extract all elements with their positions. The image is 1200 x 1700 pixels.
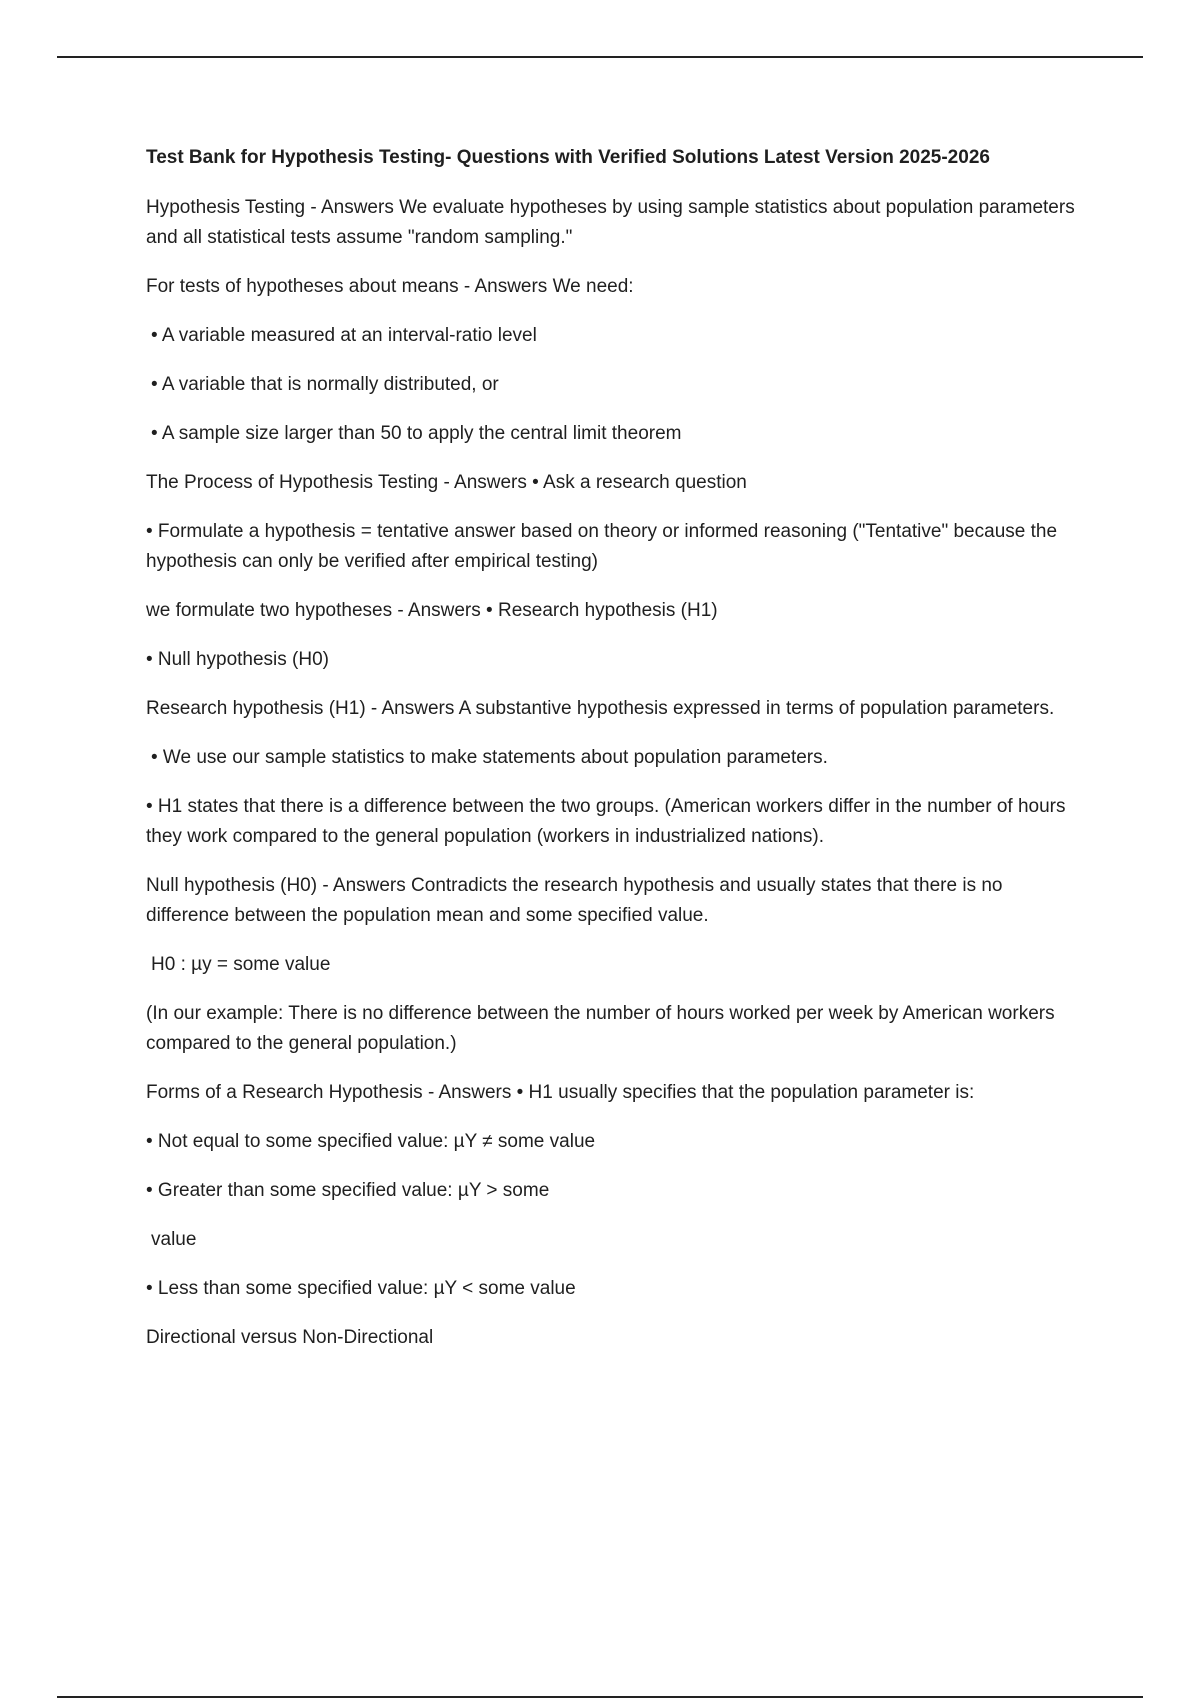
paragraph-two-hypotheses: we formulate two hypotheses - Answers • Research hypothesis (H1) (146, 600, 718, 621)
bullet-h1-states: • H1 states that there is a difference between the two groups. (American workers differ in the number of hours they work compared to the general population (workers in industrialized nations). (146, 796, 1066, 847)
document-title: Test Bank for Hypothesis Testing- Questions with Verified Solutions Latest Version 2025-2026 (146, 147, 990, 168)
paragraph-research-hypothesis: Research hypothesis (H1) - Answers A substantive hypothesis expressed in terms of population parameters. (146, 698, 1055, 719)
bullet-normally-distributed: • A variable that is normally distributed, or (151, 374, 499, 395)
paragraph-null-hypothesis: Null hypothesis (H0) - Answers Contradicts the research hypothesis and usually states that there is no difference between the population mean and some specified value. (146, 875, 1003, 926)
bullet-greater-than: • Greater than some specified value: µY > some (146, 1180, 550, 1201)
formula-h0: H0 : µy = some value (151, 954, 331, 975)
bullet-interval-ratio: • A variable measured at an interval-ratio level (151, 325, 537, 346)
document-body (146, 143, 1086, 1372)
bullet-not-equal: • Not equal to some specified value: µY ≠ some value (146, 1131, 596, 1152)
paragraph-tests-about-means: For tests of hypotheses about means - Answers We need: (146, 276, 634, 297)
paragraph-directional: Directional versus Non-Directional (146, 1327, 434, 1348)
paragraph-example: (In our example: There is no difference between the number of hours worked per week by American workers compared to the general population.) (146, 1003, 1055, 1054)
text-value: value (151, 1229, 197, 1250)
bullet-formulate-hypothesis: • Formulate a hypothesis = tentative answer based on theory or informed reasoning ("Tentative" because the hypothesis can only be verified after empirical testing) (146, 521, 1058, 572)
paragraph-process: The Process of Hypothesis Testing - Answers • Ask a research question (146, 472, 747, 493)
bullet-sample-size: • A sample size larger than 50 to apply the central limit theorem (151, 423, 682, 444)
top-divider (57, 56, 1143, 58)
bullet-sample-statistics: • We use our sample statistics to make statements about population parameters. (151, 747, 828, 768)
bullet-less-than: • Less than some specified value: µY < some value (146, 1278, 576, 1299)
bullet-null-hypothesis: • Null hypothesis (H0) (146, 649, 329, 670)
paragraph-hypothesis-testing: Hypothesis Testing - Answers We evaluate hypotheses by using sample statistics about population parameters and all statistical tests assume "random sampling." (146, 197, 1075, 248)
bottom-divider (57, 1696, 1143, 1698)
paragraph-forms: Forms of a Research Hypothesis - Answers • H1 usually specifies that the population parameter is: (146, 1082, 975, 1103)
